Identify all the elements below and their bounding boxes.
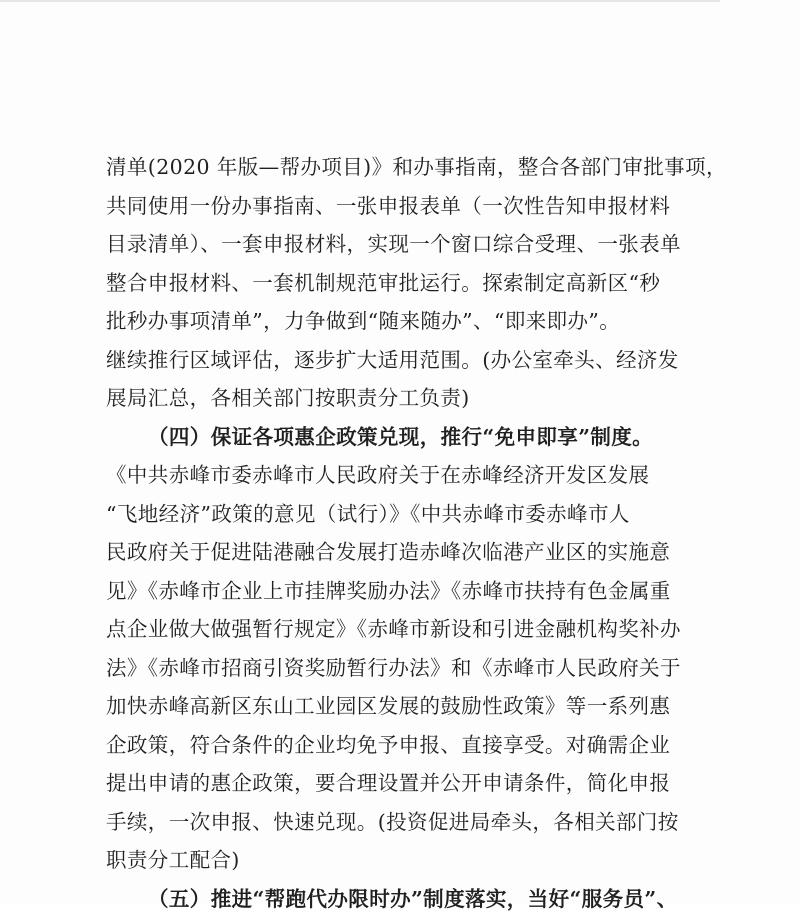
section-heading-4: （四）保证各项惠企政策兑现，推行“免申即享”制度。 [106,418,706,457]
text-line: “飞地经济”政策的意见（试行）》《中共赤峰市委赤峰市人 [106,495,706,534]
text-line: 点企业做大做强暂行规定》《赤峰市新设和引进金融机构奖补办 [106,610,706,649]
text-line: 继续推行区域评估，逐步扩大适用范围。(办公室牵头、经济发 [106,341,706,380]
document-body [106,148,706,918]
text-line: 加快赤峰高新区东山工业园区发展的鼓励性政策》等一系列惠 [106,687,706,726]
text-line: 企政策，符合条件的企业均免予申报、直接享受。对确需企业 [106,726,706,765]
section-heading-5: （五）推进“帮跑代办限时办”制度落实，当好“服务员”、 [106,880,706,918]
text-line: 提出申请的惠企政策，要合理设置并公开申请条件，简化申报 [106,764,706,803]
text-line: 《中共赤峰市委赤峰市人民政府关于在赤峰经济开发区发展 [106,456,706,495]
text-line: 手续，一次申报、快速兑现。(投资促进局牵头，各相关部门按 [106,803,706,842]
text-line: 清单(2020 年版—帮办项目)》和办事指南，整合各部门审批事项， [106,148,706,187]
text-line: 整合申报材料、一套机制规范审批运行。探索制定高新区“秒 [106,264,706,303]
text-line: 共同使用一份办事指南、一张申报表单（一次性告知申报材料 [106,187,706,226]
text-line: 民政府关于促进陆港融合发展打造赤峰次临港产业区的实施意 [106,533,706,572]
text-line: 批秒办事项清单”，力争做到“随来随办”、“即来即办”。 [106,302,706,341]
text-line: 见》《赤峰市企业上市挂牌奖励办法》《赤峰市扶持有色金属重 [106,572,706,611]
page-top-edge [0,0,720,2]
text-line: 展局汇总，各相关部门按职责分工负责) [106,379,706,418]
text-line: 职责分工配合) [106,841,706,880]
text-line: 法》《赤峰市招商引资奖励暂行办法》和《赤峰市人民政府关于 [106,649,706,688]
text-line: 目录清单）、一套申报材料，实现一个窗口综合受理、一张表单 [106,225,706,264]
